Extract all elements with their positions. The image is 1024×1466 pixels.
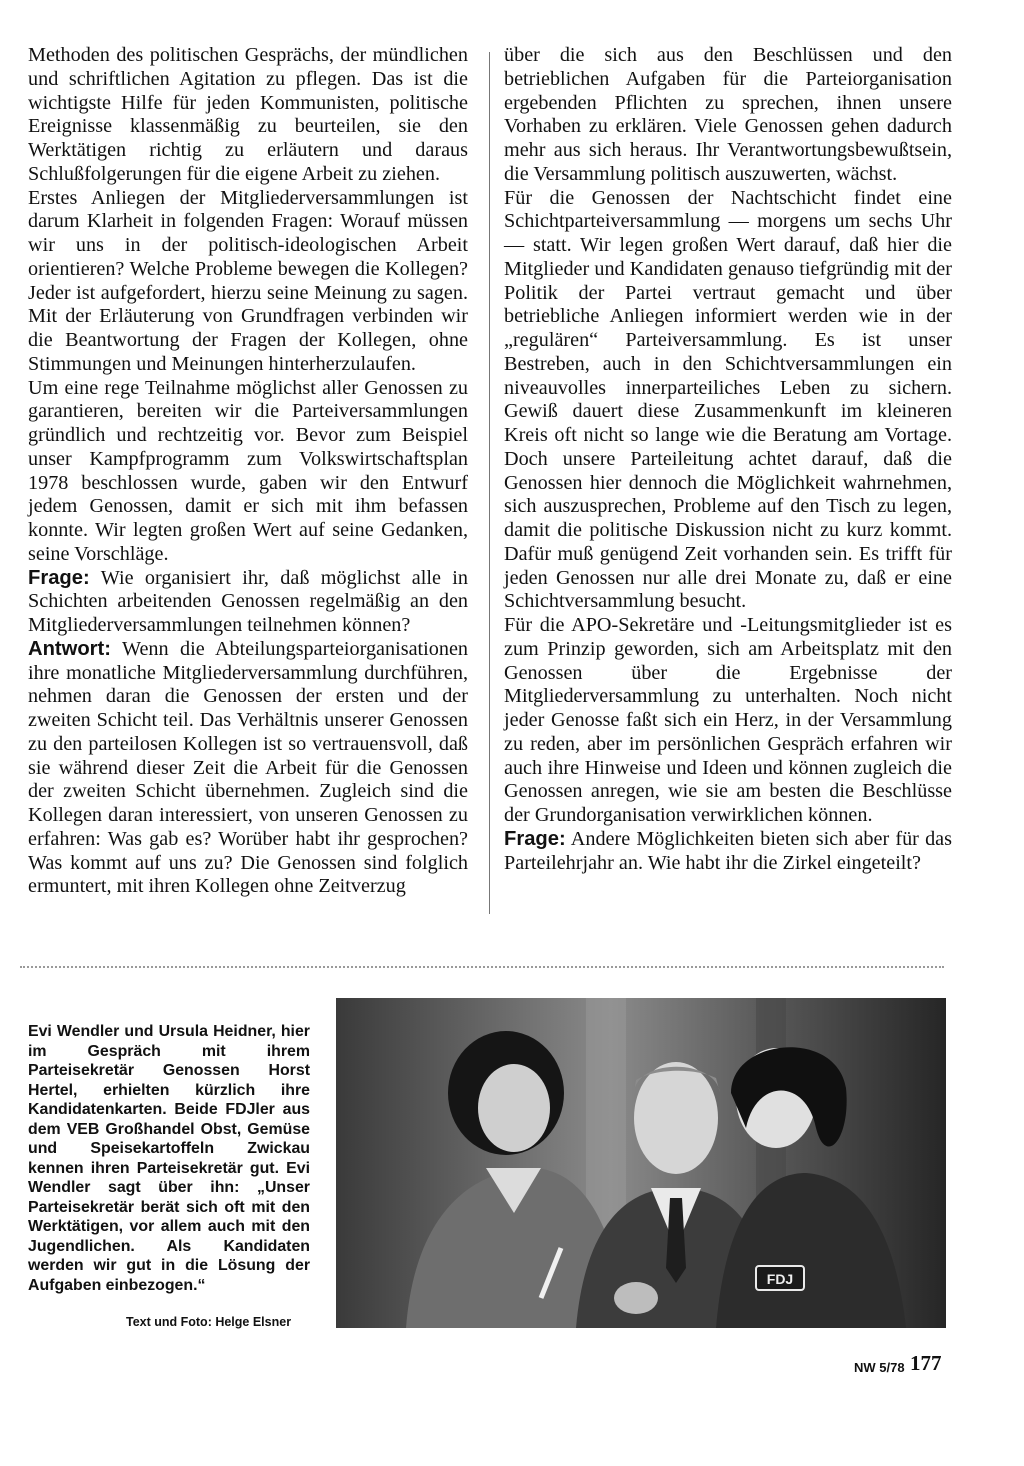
fdj-badge-text: FDJ (766, 1271, 794, 1287)
question-paragraph (28, 567, 468, 638)
question-text: Wie organisiert ihr, daß möglichst alle in Schichten arbeitenden Genossen regelmäßig an den Mitgliederversammlungen teilnehmen können? (28, 566, 468, 636)
paragraph: Für die Genossen der Nachtschicht findet eine Schichtparteiversammlung — morgens um sechs Uhr — statt. Wir legen großen Wert darauf, daß hier die Mitglieder und Kandidaten genauso tiefgründig mit der Politik der Partei vertraut gemacht und über betriebliche Anliegen informiert werden wie in der „regulären“ Parteiversammlung. Es ist unser Bestreben, auch in den Schichtversammlungen ein niveauvolles innerparteiliches Leben zu sichern. Gewiß dauert diese Zusammenkunft im kleineren Kreis oft nicht so lange wie die Beratung am Vortage. Doch unsere Parteileitung achtet darauf, daß die Genossen hier dennoch die Möglichkeit wahrnehmen, sich auszusprechen, Probleme auf den Tisch zu legen, damit die politische Diskussion nicht zu kurz kommt. Dafür muß genügend Zeit vorhanden sein. Es trifft für jeden Genossen nur alle drei Monate zu, daß er eine Schichtversammlung besucht. (504, 186, 952, 613)
question-label: Frage: (28, 566, 90, 589)
photo-credit: Text und Foto: Helge Elsner (126, 1315, 292, 1329)
paragraph: Um eine rege Teilnahme möglichst aller Genossen zu garantieren, bereiten wir die Parteiversammlungen gründlich und rechtzeitig vor. Bevor zum Beispiel unser Kampfprogramm zum Volkswirtschaftsplan 1978 beschlossen wurde, gaben wir den Entwurf jedem Genossen, damit er sich mit ihm befassen konnte. Wir legten großen Wert auf seine Gedanken, seine Vorschläge. (28, 376, 468, 565)
answer-label: Antwort: (28, 637, 111, 660)
paragraph: über die sich aus den Beschlüssen und den betrieblichen Aufgaben für die Parteiorganisation ergebenden Pflichten zu sprechen, ihnen unsere Vorhaben zu erklären. Viele Genossen gehen dadurch mehr aus sich heraus. Ihr Verantwortungsbewußtsein, die Versammlung politisch auszuwerten, wächst. (504, 44, 952, 185)
answer-paragraph (28, 638, 468, 899)
paragraph: Erstes Anliegen der Mitgliederversammlungen ist darum Klarheit in folgenden Fragen: Worauf müssen wir uns in der politisch-ideologischen Arbeit orientieren? Welche Probleme bewegen die Kollegen? Jeder ist aufgefordert, hierzu seine Meinung zu sagen. Mit der Erläuterung von Grundfragen verbinden wir die Beantwortung der Fragen der Kollegen, ohne Stimmungen und Meinungen hinterherzulaufen. (28, 186, 468, 375)
section-divider (20, 966, 944, 968)
question-text: Andere Möglichkeiten bieten sich aber für das Parteilehrjahr an. Wie habt ihr die Zirkel eingeteilt? (504, 827, 952, 874)
paragraph: Für die APO-Sekretäre und -Leitungsmitglieder ist es zum Prinzip geworden, sich am Arbeitsplatz mit den Genossen über die Ergebnisse der Mitgliederversammlung zu unterhalten. Noch nicht jeder Genosse faßt sich ein Herz, in der Versammlung zu reden, aber im persönlichen Gespräch erfahren wir auch ihre Hinweise und Ideen und können zugleich die Genossen anregen, wie sie am besten die Beschlüsse der Grundorganisation verwirklichen können. (504, 614, 952, 826)
page-number: 177 (910, 1351, 942, 1375)
article-column-right (504, 44, 952, 875)
question-label: Frage: (504, 827, 566, 850)
paragraph: Methoden des politischen Gesprächs, der mündlichen und schriftlichen Agitation zu pflegen. Das ist die wichtigste Hilfe für jeden Kommunisten, politische Ereignisse klassenmäßig zu beurteilen, sie den Werktätigen richtig zu erläutern und daraus Schlußfolgerungen für die eigene Arbeit zu ziehen. (28, 44, 468, 185)
issue-label: NW 5/78 (854, 1360, 905, 1375)
column-divider (489, 52, 490, 914)
photo-caption: Evi Wendler und Ursula Heidner, hier im Gespräch mit ihrem Parteisekretär Genossen Horst Hertel, erhielten kürzlich ihre Kandidatenkarten. Beide FDJler aus dem VEB Großhandel Obst, Gemüse und Speisekartoffeln Zwickau kennen ihren Parteisekretär gut. Evi Wendler sagt über ihn: „Unser Parteisekretär berät sich oft mit den Werktätigen, vor allem auch mit den Jugendlichen. Als Kandidaten werden wir gut in die Lösung der Aufgaben einbezogen.“ (28, 1023, 310, 1294)
answer-text: Wenn die Abteilungsparteiorganisationen ihre monatliche Mitgliederversammlung durchführen, nehmen daran die Genossen der ersten und der zweiten Schicht teil. Das Verhältnis unserer Genossen zu den parteilosen Kollegen ist so vertrauensvoll, daß sie während dieser Zeit die Arbeit für die Genossen der zweiten Schicht übernehmen. Zugleich sind die Kollegen daran interessiert, von unseren Genossen zu erfahren: Was gab es? Worüber habt ihr gesprochen? Was kommt auf uns zu? Die Genossen sind folglich ermuntert, mit ihren Kollegen ohne Zeitverzug (28, 637, 468, 898)
article-column-left (28, 44, 468, 899)
photo-illustration (336, 998, 946, 1328)
news-photo (336, 998, 946, 1328)
question-paragraph (504, 828, 952, 876)
